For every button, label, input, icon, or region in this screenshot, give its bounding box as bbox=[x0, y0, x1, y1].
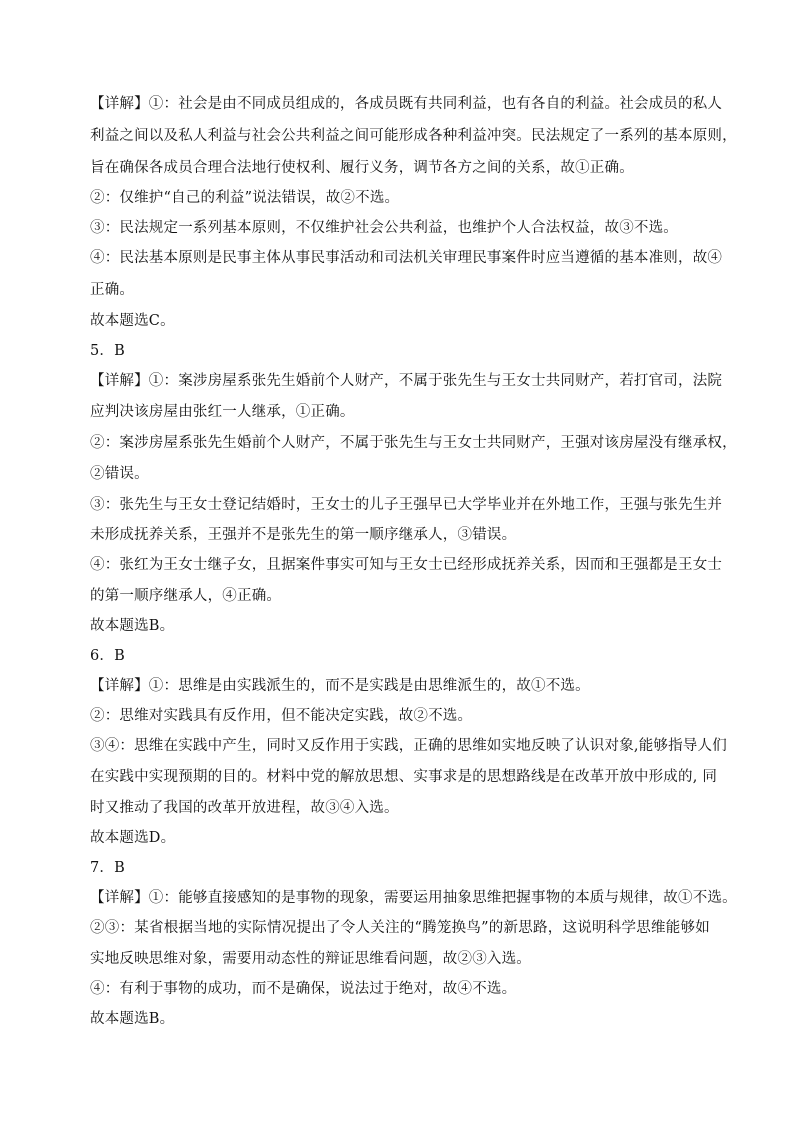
text-line: 正确。 bbox=[90, 282, 135, 298]
conclusion-line: 故本题选B。 bbox=[90, 618, 175, 634]
text-line: 【详解】①：能够直接感知的是事物的现象，需要运用抽象思维把握事物的本质与规律，故①不选。 bbox=[90, 890, 737, 906]
text-line: 【详解】①：案涉房屋系张先生婚前个人财产，不属于张先生与王女士共同财产，若打官司，法院 bbox=[90, 373, 723, 389]
text-line: ③④：思维在实践中产生，同时又反作用于实践，正确的思维如实地反映了认识对象,能够指导人们 bbox=[90, 738, 727, 754]
text-line: 未形成抚养关系，王强并不是张先生的第一顺序继承人，③错误。 bbox=[90, 527, 517, 543]
text-line: 【详解】①：思维是由实践派生的，而不是实践是由思维派生的，故①不选。 bbox=[90, 678, 590, 694]
text-line: ④：有利于事物的成功，而不是确保，说法过于绝对，故④不选。 bbox=[90, 981, 517, 997]
question-number: 7．B bbox=[90, 860, 125, 876]
conclusion-line: 故本题选C。 bbox=[90, 313, 175, 329]
text-line: 旨在确保各成员合理合法地行使权利、履行义务，调节各方之间的关系，故①正确。 bbox=[90, 160, 634, 176]
question-number: 6．B bbox=[90, 648, 125, 664]
text-line: ②：案涉房屋系张先生婚前个人财产，不属于张先生与王女士共同财产，王强对该房屋没有继承权， bbox=[90, 435, 737, 451]
text-line: ④：民法基本原则是民事主体从事民事活动和司法机关审理民事案件时应当遵循的基本准则，故④ bbox=[90, 250, 723, 266]
text-line: ②：思维对实践具有反作用，但不能决定实践，故②不选。 bbox=[90, 708, 473, 724]
question-number: 5．B bbox=[90, 343, 125, 359]
text-line: 时又推动了我国的改革开放进程，故③④入选。 bbox=[90, 800, 399, 816]
text-line: ③：民法规定一系列基本原则，不仅维护社会公共利益，也维护个人合法权益，故③不选。 bbox=[90, 220, 678, 236]
text-line: ④：张红为王女士继子女，且据案件事实可知与王女士已经形成抚养关系，因而和王强都是王女士 bbox=[90, 557, 723, 573]
text-line: ②：仅维护“自己的利益”说法错误，故②不选。 bbox=[90, 190, 400, 206]
text-line: ③：张先生与王女士登记结婚时，王女士的儿子王强早已大学毕业并在外地工作，王强与张先生并 bbox=[90, 497, 723, 513]
text-line: 应判决该房屋由张红一人继承，①正确。 bbox=[90, 404, 355, 420]
conclusion-line: 故本题选B。 bbox=[90, 1011, 175, 1027]
conclusion-line: 故本题选D。 bbox=[90, 830, 176, 846]
text-line: 利益之间以及私人利益与社会公共利益之间可能形成各种利益冲突。民法规定了一系列的基本原则， bbox=[90, 128, 737, 144]
text-line: 实地反映思维对象，需要用动态性的辩证思维看问题，故②③入选。 bbox=[90, 951, 531, 967]
text-line: ②③：某省根据当地的实际情况提出了令人关注的“腾笼换鸟”的新思路，这说明科学思维能够如 bbox=[90, 920, 710, 936]
text-line: 在实践中实现预期的目的。材料中党的解放思想、实事求是的思想路线是在改革开放中形成的, 同 bbox=[90, 769, 718, 785]
text-line: ②错误。 bbox=[90, 466, 149, 482]
text-line: 【详解】①：社会是由不同成员组成的，各成员既有共同利益，也有各自的利益。社会成员的私人 bbox=[90, 96, 723, 112]
text-line: 的第一顺序继承人，④正确。 bbox=[90, 588, 282, 604]
